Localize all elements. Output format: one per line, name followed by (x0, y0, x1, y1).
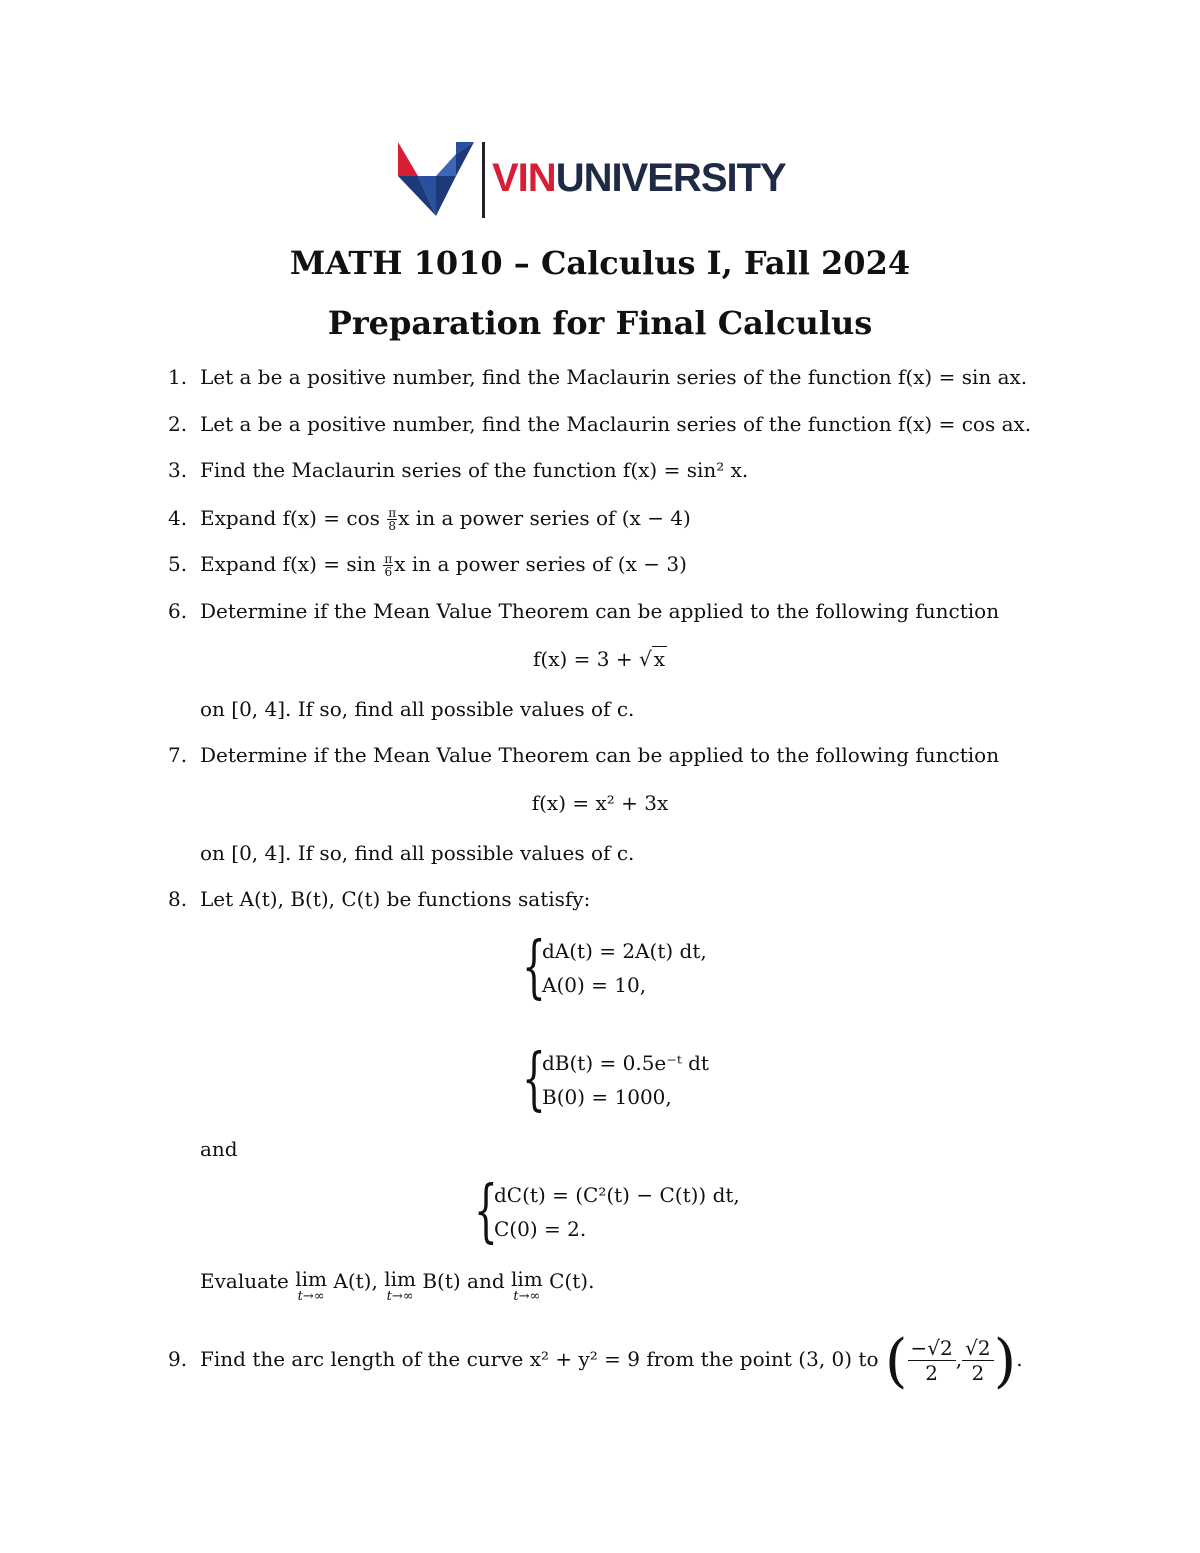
logo-wordmark: VINUNIVERSITY (492, 156, 786, 200)
problem-6: 6. Determine if the Mean Value Theorem can be applied to the following function (168, 599, 1000, 623)
problem-8: 8. Let A(t), B(t), C(t) be functions satisfy: (168, 887, 591, 911)
problem-3: 3. Find the Maclaurin series of the function f(x) = sin² x. (168, 458, 749, 482)
system-c: { dC(t) = (C²(t) − C(t)) dt, C(0) = 2. (474, 1172, 740, 1251)
problem-8-text: Let A(t), B(t), C(t) be functions satisfy: (200, 887, 591, 911)
problem-1: 1. Let a be a positive number, find the Maclaurin series of the function f(x) = sin ax. (168, 365, 1028, 389)
university-logo (396, 140, 806, 220)
left-brace-icon: { (522, 1040, 546, 1119)
problem-7-text: Determine if the Mean Value Theorem can be applied to the following function (200, 743, 1000, 767)
fraction-pi-over-8: $\frac{\pi}{8}$ (388, 506, 397, 533)
left-brace-icon: { (474, 1172, 498, 1251)
limit-operator: lim t→∞ (511, 1267, 543, 1304)
problem-7-equation: f(x) = x² + 3x (531, 791, 669, 815)
problem-9: 9. Find the arc length of the curve x² + y² = 9 from the point (3, 0) to ( $\frac{-√2}{2}$ , $\frac{√2}{2}$ ). (168, 1326, 1023, 1395)
problem-6-interval: on [0, 4]. If so, find all possible values of c. (200, 697, 635, 721)
problem-2: 2. Let a be a positive number, find the Maclaurin series of the function f(x) = cos ax. (168, 412, 1032, 436)
limit-operator: lim t→∞ (295, 1267, 328, 1304)
right-paren-icon: ) (993, 1326, 1017, 1395)
problem-2-text: Let a be a positive number, find the Maclaurin series of the function f(x) = cos ax. (200, 412, 1032, 436)
problem-3-text: Find the Maclaurin series of the function f(x) = sin² x. (200, 458, 749, 482)
limit-operator: lim t→∞ (384, 1267, 416, 1304)
fraction-pi-over-6: $\frac{\pi}{6}$ (384, 552, 393, 579)
problem-7: 7. Determine if the Mean Value Theorem can be applied to the following function (168, 743, 1000, 767)
system-b: { dB(t) = 0.5e⁻ᵗ dt B(0) = 1000, (522, 1040, 709, 1119)
system-a: { dA(t) = 2A(t) dt, A(0) = 10, (522, 928, 707, 1007)
logo-mark-icon (396, 140, 480, 220)
point-y-fraction: $\frac{√2}{2}$ (962, 1336, 993, 1385)
problem-6-equation: f(x) = 3 + √ x (533, 647, 665, 671)
problem-4: 4. Expand f(x) = cos $\frac{\pi}{8}$ x in a power series of (x − 4) (168, 506, 691, 533)
left-paren-icon: ( (884, 1326, 908, 1395)
problem-6-text: Determine if the Mean Value Theorem can be applied to the following function (200, 599, 1000, 623)
evaluate-limits: Evaluate lim t→∞ A(t), lim t→∞ B(t) and lim t→∞ C(t). (200, 1267, 595, 1304)
logo-divider (482, 142, 485, 218)
problem-1-text: Let a be a positive number, find the Maclaurin series of the function f(x) = sin ax. (200, 365, 1028, 389)
course-title: MATH 1010 – Calculus I, Fall 2024 (289, 244, 911, 282)
problem-9-text: Find the arc length of the curve x² + y² = 9 from the point (3, 0) to (200, 1347, 879, 1371)
document-subtitle: Preparation for Final Calculus (327, 304, 873, 342)
left-brace-icon: { (522, 928, 546, 1007)
point-x-fraction: $\frac{-√2}{2}$ (908, 1336, 956, 1385)
problem-5: 5. Expand f(x) = sin $\frac{\pi}{6}$ x in a power series of (x − 3) (168, 552, 687, 579)
and-word: and (200, 1137, 238, 1161)
problem-7-interval: on [0, 4]. If so, find all possible values of c. (200, 841, 635, 865)
